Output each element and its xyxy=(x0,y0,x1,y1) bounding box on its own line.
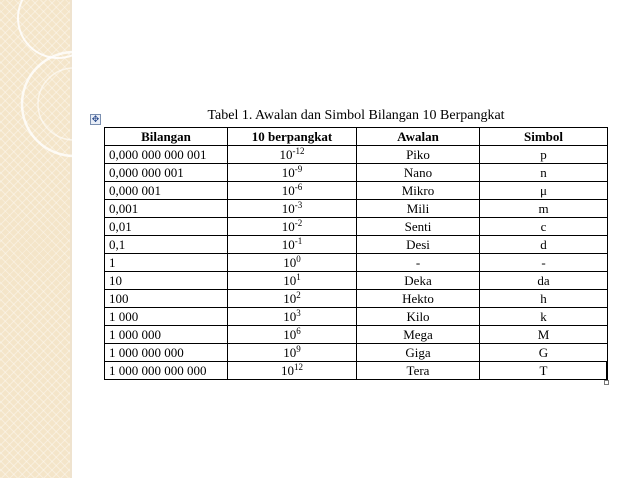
table-row xyxy=(105,182,608,200)
power-exponent: 2 xyxy=(296,289,301,300)
cell-simbol: d xyxy=(480,236,608,254)
table-row xyxy=(105,218,608,236)
power-base: 10 xyxy=(281,218,295,234)
table-caption: Tabel 1. Awalan dan Simbol Bilangan 10 Berpangkat xyxy=(207,108,505,123)
cell-awalan: - xyxy=(357,254,480,272)
cell-awalan: Mega xyxy=(357,326,480,344)
table-row xyxy=(105,164,608,182)
cell-bilangan: 0,000 001 xyxy=(105,182,228,200)
power-exponent: -2 xyxy=(294,217,303,228)
cell-bilangan: 1 000 xyxy=(105,308,228,326)
cell-10-berpangkat xyxy=(228,362,357,380)
power-exponent: -1 xyxy=(294,235,303,246)
power-exponent: 3 xyxy=(296,307,301,318)
cell-10-berpangkat xyxy=(228,146,357,164)
power-base: 10 xyxy=(281,362,294,378)
cell-10-berpangkat xyxy=(228,200,357,218)
cell-simbol: p xyxy=(480,146,608,164)
cell-awalan: Hekto xyxy=(357,290,480,308)
power-exponent: 6 xyxy=(296,325,301,336)
prefix-table xyxy=(104,127,608,380)
cell-awalan: Deka xyxy=(357,272,480,290)
power-base: 10 xyxy=(283,326,297,342)
cell-bilangan: 100 xyxy=(105,290,228,308)
decorative-circles xyxy=(0,0,120,170)
cell-awalan: Kilo xyxy=(357,308,480,326)
cell-10-berpangkat xyxy=(228,164,357,182)
cell-bilangan: 1 000 000 xyxy=(105,326,228,344)
cell-bilangan: 0,01 xyxy=(105,218,228,236)
power-exponent: -3 xyxy=(294,199,303,210)
cell-awalan: Mikro xyxy=(357,182,480,200)
table-row xyxy=(105,272,608,290)
power-base: 10 xyxy=(283,290,297,306)
move-cross-icon[interactable]: ✥ xyxy=(91,115,100,125)
table-row xyxy=(105,146,608,164)
cell-bilangan: 10 xyxy=(105,272,228,290)
cell-awalan: Mili xyxy=(357,200,480,218)
cell-simbol: c xyxy=(480,218,608,236)
table-row xyxy=(105,200,608,218)
cell-10-berpangkat xyxy=(228,344,357,362)
power-base: 10 xyxy=(279,146,293,162)
power-exponent: -6 xyxy=(294,181,303,192)
cell-bilangan: 0,1 xyxy=(105,236,228,254)
table-row xyxy=(105,254,608,272)
cell-simbol: k xyxy=(480,308,608,326)
cell-bilangan: 0,000 000 001 xyxy=(105,164,228,182)
power-exponent: 12 xyxy=(294,361,303,372)
cell-simbol: da xyxy=(480,272,608,290)
table-header-row xyxy=(105,128,608,146)
header-10-berpangkat: 10 berpangkat xyxy=(228,128,357,146)
cell-awalan: Tera xyxy=(357,362,480,380)
cell-simbol: G xyxy=(480,344,608,362)
cell-10-berpangkat xyxy=(228,236,357,254)
cell-10-berpangkat xyxy=(228,254,357,272)
power-exponent: 1 xyxy=(296,271,301,282)
power-exponent: -12 xyxy=(292,145,305,156)
cell-awalan: Desi xyxy=(357,236,480,254)
cell-simbol: h xyxy=(480,290,608,308)
table-resize-handle[interactable] xyxy=(604,380,609,385)
cell-simbol: μ xyxy=(480,182,608,200)
cell-simbol: M xyxy=(480,326,608,344)
cell-10-berpangkat xyxy=(228,308,357,326)
power-base: 10 xyxy=(283,344,297,360)
power-base: 10 xyxy=(281,236,295,252)
cell-awalan: Senti xyxy=(357,218,480,236)
cell-10-berpangkat xyxy=(228,326,357,344)
cell-bilangan: 1 000 000 000 xyxy=(105,344,228,362)
header-awalan: Awalan xyxy=(357,128,480,146)
cell-10-berpangkat xyxy=(228,272,357,290)
cell-simbol: T xyxy=(480,362,608,380)
table-row xyxy=(105,290,608,308)
table-row xyxy=(105,362,608,380)
cell-awalan: Giga xyxy=(357,344,480,362)
cell-10-berpangkat xyxy=(228,218,357,236)
table-row xyxy=(105,344,608,362)
power-base: 10 xyxy=(281,200,295,216)
power-base: 10 xyxy=(281,182,295,198)
cell-bilangan: 1 000 000 000 000 xyxy=(105,362,228,380)
cell-simbol: m xyxy=(480,200,608,218)
header-bilangan: Bilangan xyxy=(105,128,228,146)
cell-bilangan: 1 xyxy=(105,254,228,272)
cell-10-berpangkat xyxy=(228,290,357,308)
power-exponent: 0 xyxy=(296,253,301,264)
table-row xyxy=(105,308,608,326)
cell-simbol: n xyxy=(480,164,608,182)
cell-awalan: Nano xyxy=(357,164,480,182)
power-base: 10 xyxy=(283,308,297,324)
power-base: 10 xyxy=(283,272,297,288)
cell-10-berpangkat xyxy=(228,182,357,200)
power-base: 10 xyxy=(281,164,295,180)
cell-awalan: Piko xyxy=(357,146,480,164)
cell-bilangan: 0,000 000 000 001 xyxy=(105,146,228,164)
text-cursor xyxy=(606,362,608,379)
header-simbol: Simbol xyxy=(480,128,608,146)
power-exponent: -9 xyxy=(294,163,303,174)
cell-simbol: - xyxy=(480,254,608,272)
table-row xyxy=(105,326,608,344)
power-base: 10 xyxy=(283,254,297,270)
cell-bilangan: 0,001 xyxy=(105,200,228,218)
table-row xyxy=(105,236,608,254)
power-exponent: 9 xyxy=(296,343,301,354)
